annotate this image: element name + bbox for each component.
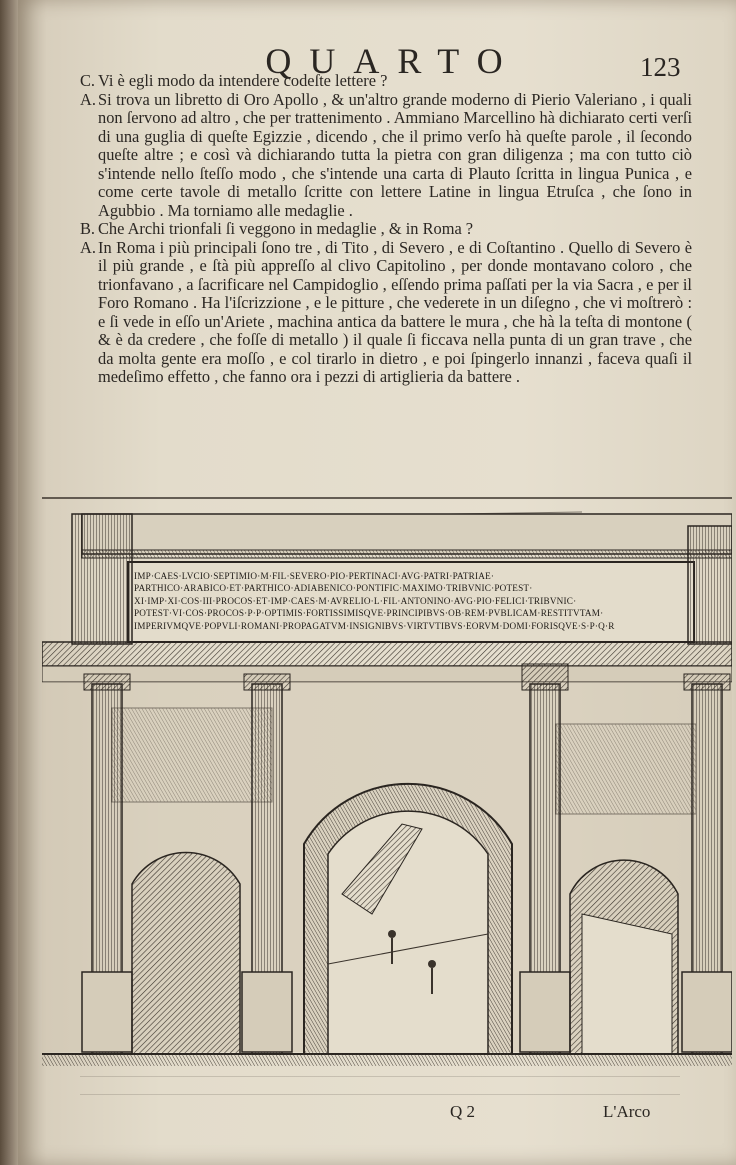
arch-engraving [42,494,732,1074]
paragraph-text: Vi è egli modo da intendere codeſte lettere ? [98,71,388,90]
catchword: L'Arco [603,1102,651,1121]
paragraph-text: In Roma i più principali ſono tre , di Tito , di Severo , e di Coſtantino . Quello di Severo è il più grande , e ſtà più appreſſo al clivo Capitolino , per donde montavano coloro , che trionfavano , a ſacrificare nel Campidoglio , eſſendo prima paſſati per la via Sacra , e per il Foro Romano . Ha l'iſcrizzione , e le pitture , che vederete in un diſegno , che vi moſtrerò : e ſi vede in eſſo un'Ariete , machina antica da battere le mura , che hà la teſta di montone ( & è da credere , che foſſe di metallo ) il quale ſi ficcava nella punta di un gran trave , che da molta gente era moſſo , e col tirarlo in dietro , e poi ſpingerlo innanzi , faceva quaſi il medeſimo effetto , che fanno ora i pezzi di artiglieria da battere . [98,237,692,386]
page-number: 123 [640,52,681,82]
inscription-line: POTEST·VI·COS·PROCOS·P·P·OPTIMIS·FORTISSIMISQVE·PRINCIPIBVS·OB·REM·PVBLICAM·RESTITVTAM· [134,608,604,619]
inscription-line: XI·IMP·XI·COS·III·PROCOS·ET·IMP·CAES·M·AVRELIO·L·FIL·ANTONINO·AVG·PIO·FELICI·TRIBVNIC· [134,595,577,606]
speaker-mark: A. [80,89,96,109]
dialogue-paragraph [80,239,692,387]
dialogue-text [80,72,692,387]
paragraph-text: Che Archi trionfali ſi veggono in medaglie , & in Roma ? [98,219,474,238]
speaker-mark: B. [80,219,96,238]
book-gutter [0,0,20,1165]
signature-mark: Q 2 [450,1102,476,1121]
speaker-mark: C. [80,71,96,90]
dialogue-paragraph [80,91,692,221]
inscription-line: IMP·CAES·LVCIO·SEPTIMIO·M·FIL·SEVERO·PIO·PERTINACI·AVG·PATRI·PATRIAE· [134,571,495,581]
dialogue-paragraph [80,72,692,91]
speaker-mark: A. [80,237,96,257]
running-title: QUARTO [265,41,521,81]
paragraph-text: Si trova un libretto di Oro Apollo , & un'altro grande moderno di Pierio Valeriano , i quali non ſervono ad altro , che per trattenimento . Ammiano Marcellino hà dichiarato certi verſi di una guglia di queſte Egizzie , dicendo , che il primo verſo hà queſte parole , il ſecondo queſte altre ; e così và dichiarando tutta la pietra con gran diligenza ; ma con tutto ciò s'intende nello ſteſſo modo , che s'intende una carta di Plauto ſcritta in lingua Punica , e come certe tavole di metallo ſcritte con lettere Latine in lingua Etruſca , che ſono in Agubbio . Ma torniamo alle medaglie . [98,89,692,220]
inscription-line: IMPERIVMQVE·POPVLI·ROMANI·PROPAGATVM·INSIGNIBVS·VIRTVTIBVS·EORVM·DOMI·FORISQVE·S·P·Q·R [134,620,615,631]
arch-inscription [134,570,686,644]
dialogue-paragraph [80,220,692,239]
bleed-through-text [80,1068,680,1108]
inscription-line: PARTHICO·ARABICO·ET·PARTHICO·ADIABENICO·PONTIFIC·MAXIMO·TRIBVNIC·POTEST· [134,583,533,594]
